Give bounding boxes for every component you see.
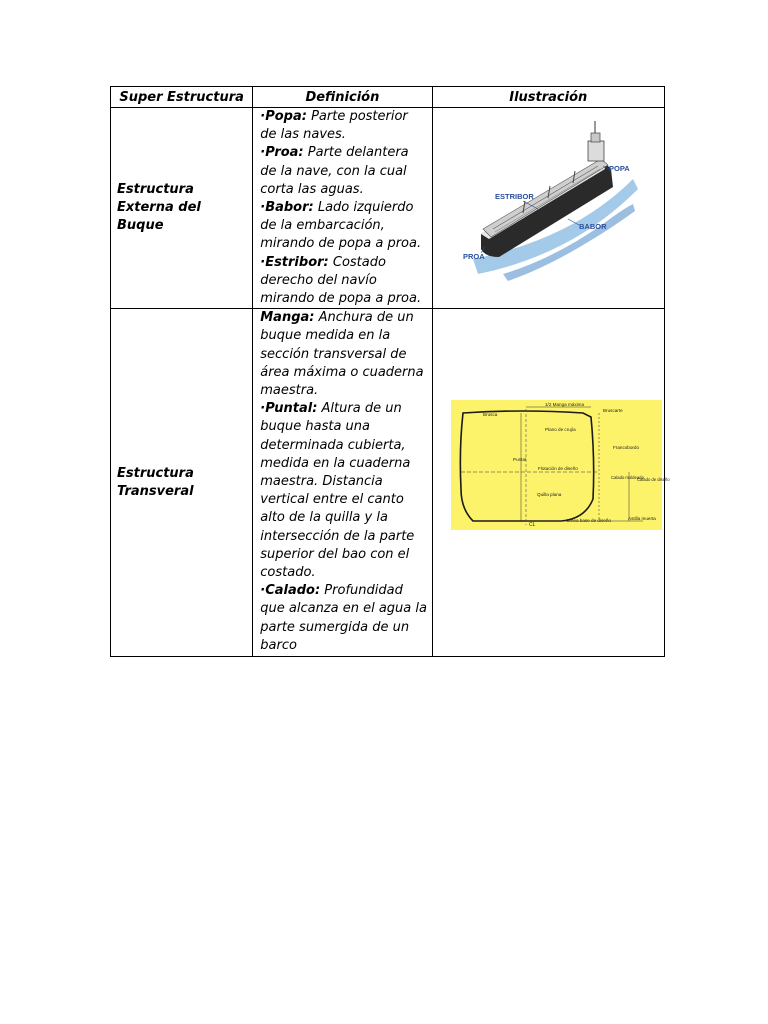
table-header-row: [111, 87, 665, 108]
definition-item: ·Calado: Profundidad que alcanza en el agua la parte sumergida de un barco: [260, 583, 427, 653]
label-astilla-muerta: Astilla muerta: [627, 516, 656, 522]
label-flotacion: Flotación de diseño: [537, 466, 578, 472]
label-brusca: Brusca: [482, 412, 497, 418]
structure-table: [110, 86, 670, 657]
label-linea-base: Línea base de diseño: [566, 518, 611, 524]
definition-cell: [253, 108, 432, 309]
definition-item: ·Popa: Parte posterior de las naves.: [260, 109, 408, 143]
label-manga: 1/2 Manga máxima: [544, 402, 584, 408]
ship-illustration: [433, 109, 664, 308]
definition-item: ·Estribor: Costado derecho del navío mirando de popa a proa.: [260, 254, 422, 307]
cross-section-cell: [432, 309, 670, 657]
label-bruscarte: Bruscarte: [602, 408, 623, 414]
header-super-estructura: Super Estructura: [111, 87, 253, 108]
label-cl: CL: [528, 522, 535, 529]
header-ilustracion: Ilustración: [432, 87, 664, 108]
definition-item: ·Proa: Parte delantera de la nave, con la cual corta las aguas.: [260, 145, 409, 197]
label-babor: BABOR: [578, 221, 607, 231]
table-row: [111, 108, 665, 309]
definition-item: ·Puntal: Altura de un buque hasta una determinada cubierta, medida en la cuaderna maestra. Distancia vertical entre el canto alto de la quilla y la intersección de la parte superior del bao con el costado.: [260, 401, 415, 581]
label-calado-moldeado: Calado moldeado: [610, 475, 644, 481]
table-row: [111, 309, 665, 657]
label-plano-crujia: Plano de crujía: [544, 427, 576, 433]
label-estribor: ESTRIBOR: [494, 191, 534, 201]
label-quilla-plana: Quilla plana: [536, 492, 561, 498]
label-proa: PROA: [462, 251, 485, 261]
label-calado-diseno: Calado de diseño: [636, 477, 670, 483]
definition-item: ·Babor: Lado izquierdo de la embarcación, mirando de popa a proa.: [260, 200, 422, 252]
ship-illustration-cell: [432, 108, 664, 309]
definition-item: Manga: Anchura de un buque medida en la sección transversal de área máxima o cuaderna maestra.: [260, 310, 424, 399]
header-definicion: Definición: [253, 87, 432, 108]
cross-section-diagram: [433, 309, 670, 656]
definition-cell: [253, 309, 432, 657]
label-francobordo: Francobordo: [612, 445, 639, 451]
row-name-transversal: Estructura Transveral: [111, 309, 253, 657]
label-puntal: Puntal: [512, 457, 526, 463]
row-name-externa: Estructura Externa del Buque: [111, 108, 253, 309]
label-popa: POPA: [608, 163, 630, 173]
